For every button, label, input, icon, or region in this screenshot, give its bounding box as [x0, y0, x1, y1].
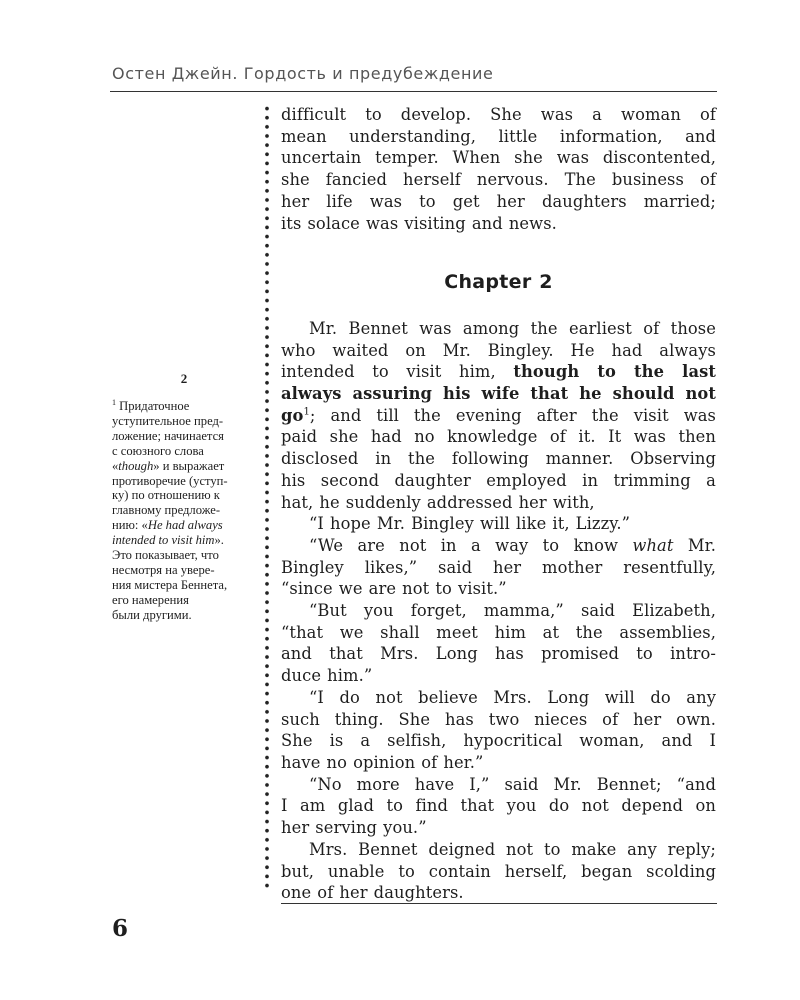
text-line: its solace was visiting and news.: [281, 213, 557, 233]
text-line: “that we shall meet him at the assemblies,: [281, 622, 716, 642]
sidenote-line: intended to visit him».: [112, 533, 224, 548]
text-line: paid she had no knowledge of it. It was then: [281, 427, 716, 447]
text-line: intended to visit him, though to the last: [281, 362, 717, 382]
text-line: “But you forget, mamma,” said Elizabeth,: [309, 601, 716, 621]
bold-phrase: always assuring his wife that he should not: [281, 384, 716, 404]
text-line: and that Mrs. Long has promised to intro-: [281, 644, 716, 664]
text-line: Mr. Bennet was among the earliest of those: [309, 318, 716, 338]
text-line: her life was to get her daughters married;: [281, 191, 716, 211]
sidenote-ref: 1: [112, 397, 116, 407]
sidenote-italic: though: [118, 458, 154, 473]
page-number: 6: [112, 915, 129, 942]
sidenote-marker: 2: [180, 371, 188, 386]
text-line: “since we are not to visit.”: [281, 579, 507, 599]
sidenote-line: его намерения: [112, 592, 189, 607]
header-rule: [110, 91, 717, 92]
text-line: I am glad to find that you do not depend on: [281, 796, 716, 816]
text-line: hat, he suddenly addressed her with,: [281, 492, 595, 512]
sidenote-italic: intended to visit him: [112, 533, 215, 548]
sidenote-line: с союзного слова: [112, 443, 204, 458]
sidenote-line: противоречие (уступ-: [112, 473, 228, 488]
text-line: duce him.”: [281, 666, 373, 686]
text-line: $go^1$; and till the evening after the visit was: [281, 405, 716, 425]
text-line: Bingley likes,” said her mother resentfully,: [281, 557, 716, 577]
sidenote-line: нию: «He had always: [112, 518, 223, 533]
sidenote: [112, 399, 258, 623]
sidenote-line: «though» и выражает: [112, 458, 225, 473]
text-line: “No more have I,” said Mr. Bennet; “and: [309, 774, 716, 794]
chapter-heading: Chapter 2: [444, 271, 553, 294]
running-header: Остен Джейн. Гордость и предубеждение: [112, 64, 494, 83]
sidenote-line: $^1$ Придаточное: [112, 397, 190, 413]
text-line: mean understanding, little information, and: [281, 126, 716, 146]
sidenote-line: несмотря на увере-: [112, 562, 215, 577]
italic-word: what: [632, 535, 674, 555]
text-line: his second daughter employed in trimming a: [281, 470, 716, 490]
text-line: have no opinion of her.”: [281, 752, 484, 772]
main-text-column: [281, 104, 716, 904]
text-line: Mrs. Bennet deigned not to make any reply;: [309, 839, 716, 859]
sidenote-line: уступительное пред-: [112, 413, 224, 428]
dotted-margin-divider: [264, 104, 270, 890]
text-line: one of her daughters.: [281, 883, 464, 903]
bold-phrase: go: [281, 405, 304, 425]
bold-phrase: though to the last: [513, 362, 717, 382]
sidenote-line: главному предложе-: [112, 503, 221, 518]
sidenote-line: ложение; начинается: [112, 428, 224, 443]
footer-rule: [281, 903, 717, 904]
text-line: such thing. She has two nieces of her own.: [281, 709, 716, 729]
sidenote-italic: He had always: [147, 518, 223, 533]
text-line: She is a selfish, hypocritical woman, and I: [281, 731, 716, 751]
text-line: but, unable to contain herself, began scolding: [281, 861, 716, 881]
text-line: uncertain temper. When she was discontented,: [281, 148, 716, 168]
text-line: difficult to develop. She was a woman of: [281, 105, 716, 124]
text-line: [281, 383, 716, 405]
text-line: “I do not believe Mrs. Long will do any: [309, 687, 716, 707]
sidenote-line: ния мистера Беннета,: [112, 577, 228, 592]
sidenote-line: ку) по отношению к: [112, 488, 220, 503]
text-line: “I hope Mr. Bingley will like it, Lizzy.”: [309, 514, 631, 534]
text-line: disclosed in the following manner. Observing: [281, 449, 716, 469]
text-line: “We are not in a way to know what Mr.: [309, 535, 716, 555]
footnote-ref[interactable]: 1: [303, 406, 310, 418]
sidenote-line: были другими.: [112, 607, 192, 622]
text-line: she fancied herself nervous. The business of: [281, 170, 716, 190]
sidenote-line: Это показывает, что: [112, 548, 219, 563]
text-line: who waited on Mr. Bingley. He had always: [281, 340, 716, 360]
text-line: her serving you.”: [281, 818, 427, 838]
